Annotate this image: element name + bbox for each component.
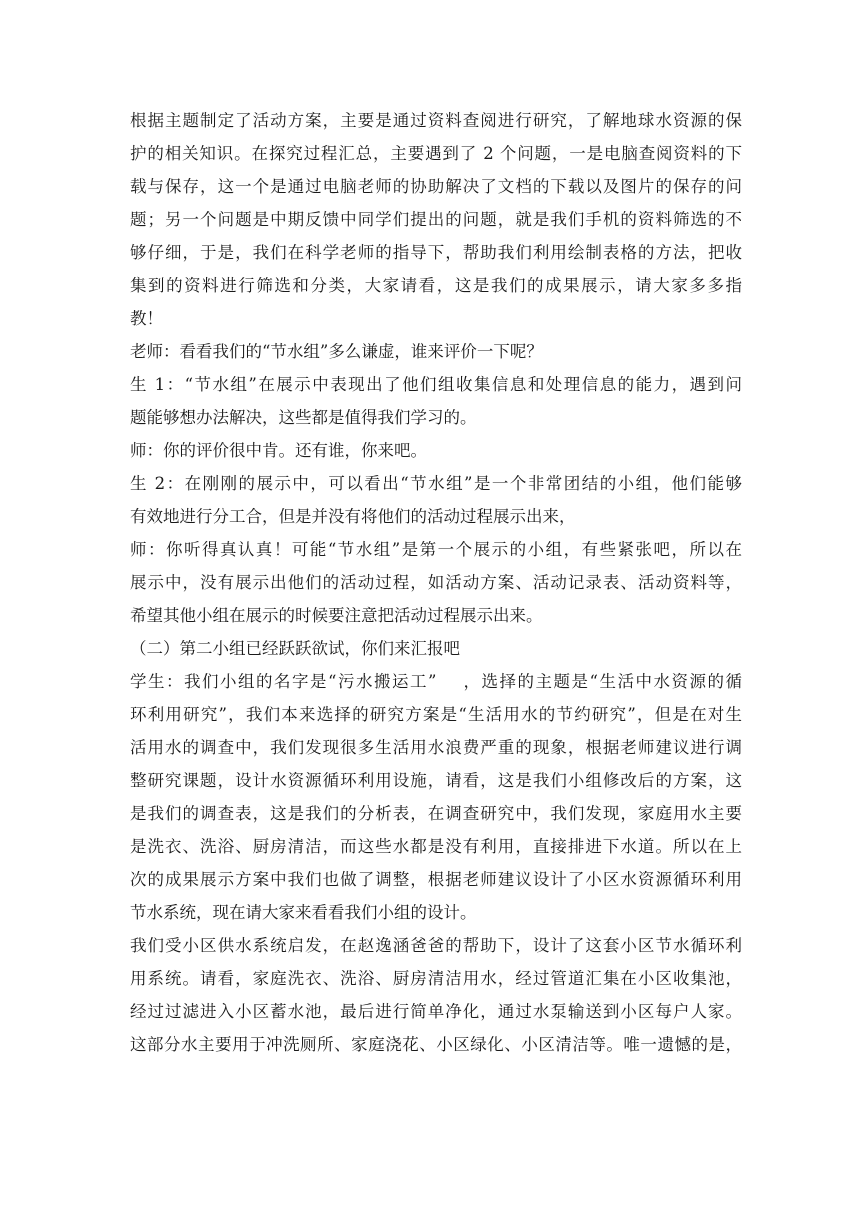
text-line: 学生：我们小组的名字是“污水搬运工” ，选择的主题是“生活中水资源的循 [130,672,742,691]
document-body [130,104,742,1061]
text-line: 我们受小区供水系统启发，在赵逸涵爸爸的帮助下，设计了这套小区节水循环利 [130,936,742,955]
text-line: 节水系统，现在请大家来看看我们小组的设计。 [130,903,477,922]
section-heading: （二）第二小组已经跃跃欲试，你们来汇报吧 [130,639,460,658]
text-line: 用系统。请看，家庭洗衣、洗浴、厨房清洁用水，经过管道汇集在小区收集池， [130,969,742,988]
text-line: 师：你的评价很中肯。还有谁，你来吧。 [130,441,427,460]
text-line: 师：你听得真认真！可能“节水组”是第一个展示的小组，有些紧张吧，所以在 [130,540,742,559]
text-line: 是洗衣、洗浴、厨房清洁，而这些水都是没有利用，直接排进下水道。所以在上 [130,837,742,856]
text-line: 次的成果展示方案中我们也做了调整，根据老师建议设计了小区水资源循环利用 [130,870,742,889]
text-line: 活用水的调查中，我们发现很多生活用水浪费严重的现象，根据老师建议进行调 [130,738,742,757]
text-line: 护的相关知识。在探究过程汇总，主要遇到了 2 个问题，一是电脑查阅资料的下 [130,144,742,163]
text-line: 这部分水主要用于冲洗厕所、家庭浇花、小区绿化、小区清洁等。唯一遗憾的是， [130,1035,742,1054]
text-line: 希望其他小组在展示的时候要注意把活动过程展示出来。 [130,606,543,625]
text-line: 环利用研究”，我们本来选择的研究方案是“生活用水的节约研究”，但是在对生 [130,705,742,724]
text-line: 是我们的调查表，这是我们的分析表，在调查研究中，我们发现，家庭用水主要 [130,804,742,823]
text-line: 经过过滤进入小区蓄水池，最后进行简单净化，通过水泵输送到小区每户人家。 [130,1002,742,1021]
text-line: 整研究课题，设计水资源循环利用设施，请看，这是我们小组修改后的方案，这 [130,771,742,790]
text-line: 题；另一个问题是中期反馈中同学们提出的问题，就是我们手机的资料筛选的不 [130,210,742,229]
text-line: 够仔细，于是，我们在科学老师的指导下，帮助我们利用绘制表格的方法，把收 [130,243,742,262]
text-line: 老师：看看我们的“节水组”多么谦虚，谁来评价一下呢？ [130,342,543,361]
text-line: 生 2：在刚刚的展示中，可以看出“节水组”是一个非常团结的小组，他们能够 [130,474,742,493]
text-line: 题能够想办法解决，这些都是值得我们学习的。 [130,408,477,427]
text-line: 根据主题制定了活动方案，主要是通过资料查阅进行研究，了解地球水资源的保 [130,111,742,130]
text-line: 有效地进行分工合，但是并没有将他们的活动过程展示出来， [130,507,576,526]
text-line: 生 1：“节水组”在展示中表现出了他们组收集信息和处理信息的能力，遇到问 [130,375,742,394]
text-line: 载与保存，这一个是通过电脑老师的协助解决了文档的下载以及图片的保存的问 [130,177,742,196]
text-line: 集到的资料进行筛选和分类，大家请看，这是我们的成果展示，请大家多多指 [130,276,742,295]
text-line: 教！ [130,309,163,328]
text-line: 展示中，没有展示出他们的活动过程，如活动方案、活动记录表、活动资料等， [130,573,742,592]
